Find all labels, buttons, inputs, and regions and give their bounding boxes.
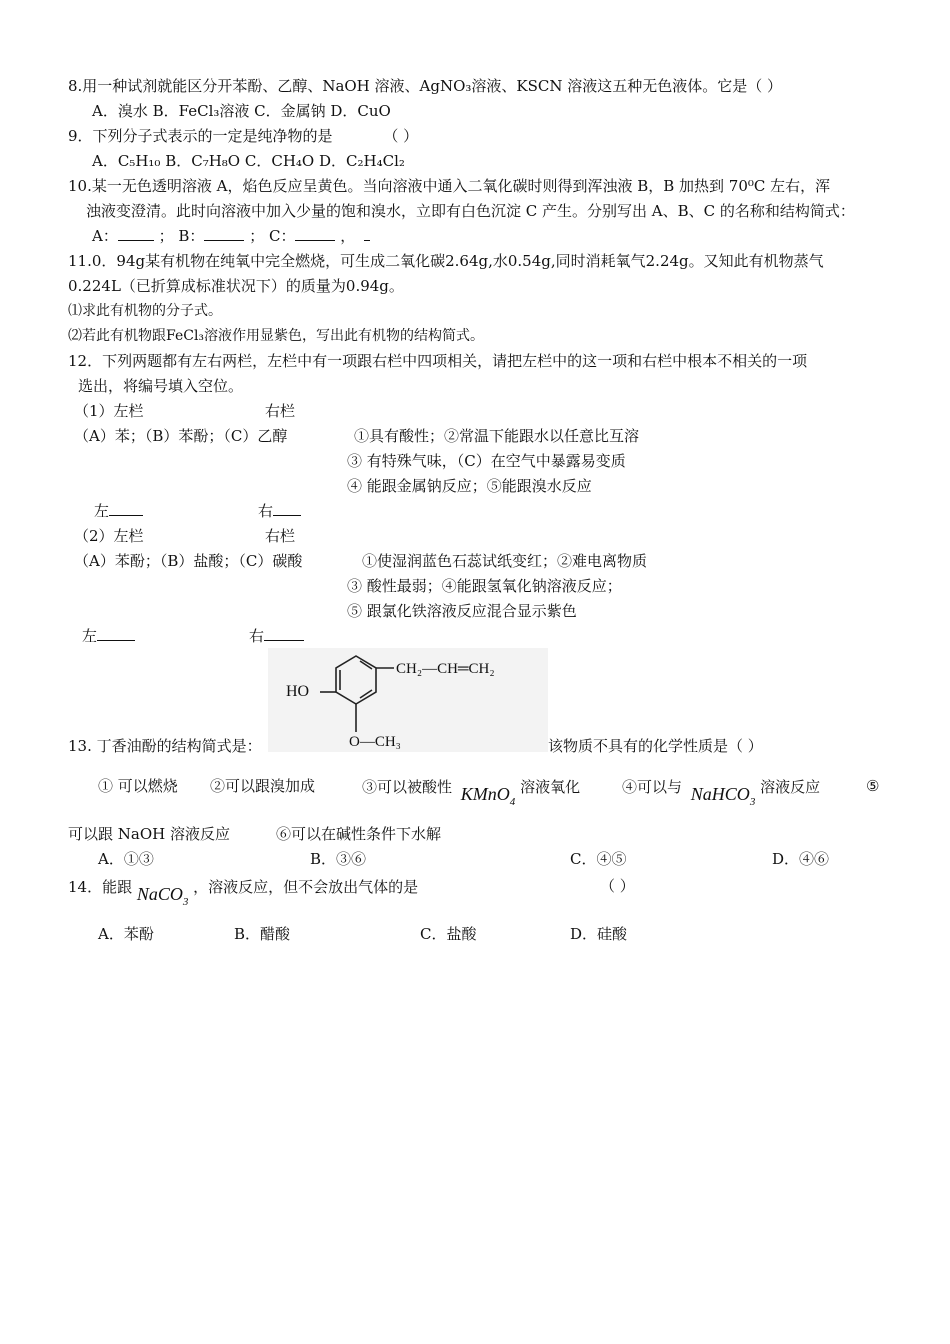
q13-option-5: 可以跟 NaOH 溶液反应 [68,825,230,843]
q13-choice-b: B．③⑥ [310,850,367,868]
q13-option-3 [362,776,581,808]
nahco3-sub: 3 [749,796,756,808]
q13-option-2: ②可以跟溴加成 [210,777,316,795]
naco3-main: NaCO [136,884,183,904]
q12-p1-left-label: 左 [94,502,110,520]
q12-p1-answer-left [94,501,143,521]
q10-blank-extra[interactable] [364,226,370,241]
q8-stem: 8.用一种试剂就能区分开苯酚、乙醇、NaOH 溶液、AgNO₃溶液、KSCN 溶液这五种无色液体。它是（ ） [68,77,783,95]
q12-line1: 12．下列两题都有左右两栏，左栏中有一项跟右栏中四项相关，请把左栏中的这一项和右栏中根本不相关的一项 [68,352,808,370]
q12-p2-right-row3: ⑤ 跟氯化铁溶液反应混合显示紫色 [347,602,577,620]
q12-p1-right-row3: ④ 能跟金属钠反应；⑤能跟溴水反应 [347,477,592,495]
q11-sub1: ⑴求此有机物的分子式。 [68,303,222,319]
kmno4-formula [460,784,516,808]
q10-label-c: ； C： [249,227,296,245]
q12-p2-right-label: 右 [249,627,265,645]
eugenol-structure-image [268,648,548,752]
allyl-chain-label: CH₂—CH═CH₂ [396,661,495,677]
q12-p1-left-heading: （1）左栏 [74,402,144,420]
q14-choice-a: A．苯酚 [98,925,154,943]
q13-stem: 13. 丁香油酚的结构简式是： [68,737,262,755]
q12-p2-answer-left [82,626,135,646]
nahco3-formula [690,784,756,808]
q11-line2: 0.224L（已折算成标准状况下）的质量为0.94g。 [68,277,404,295]
q12-p1-right-heading: 右栏 [265,402,296,420]
q14-stem [68,876,419,908]
q12-p2-left-label: 左 [82,627,98,645]
q11-sub2: ⑵若此有机物跟FeCl₃溶液作用显紫色，写出此有机物的结构简式。 [68,328,485,344]
q9-stem [68,126,418,146]
q14-choice-b: B．醋酸 [234,925,291,943]
q9-options: A．C₅H₁₀ B．C₇H₈O C．CH₄O D．C₂H₄Cl₂ [92,152,405,170]
eugenol-structure-drawing [268,648,548,752]
nahco3-main: NaHCO [690,784,750,804]
q8-options: A．溴水 B．FeCl₃溶液 C．金属钠 D．CuO [92,102,391,120]
q14-choice-c: C．盐酸 [420,925,477,943]
q10-answer-line [92,226,370,246]
q12-p1-right-row2: ③ 有特殊气味，（C）在空气中暴露易变质 [347,452,626,470]
ho-group-label: HO [286,683,310,700]
q12-p2-right-heading: 右栏 [265,527,296,545]
q14-stem-text: 14．能跟 [68,878,133,896]
kmno4-sub: 4 [509,796,516,808]
q13-option-3-text: ③可以被酸性 [362,778,453,796]
q10-end-mark: ， [340,227,356,245]
q11-line1: 11.0．94g某有机物在纯氧中完全燃烧，可生成二氧化碳2.64g,水0.54g,同时消耗氧气2.24g。又知此有机物蒸气 [68,252,824,270]
q13-option-4-tail: 溶液反应 [760,778,821,796]
q12-line2: 选出，将编号填入空位。 [78,377,244,395]
q10-blank-c[interactable] [295,226,335,241]
q12-p2-right-row2: ③ 酸性最弱；④能跟氢氧化钠溶液反应； [347,577,622,595]
q10-blank-b[interactable] [204,226,244,241]
q12-p1-left-items: （A）苯；（B）苯酚；（C）乙醇 [74,427,288,445]
q13-option-6: ⑥可以在碱性条件下水解 [276,825,442,843]
methoxy-group-label: O—CH₃ [349,734,401,750]
q12-p1-blank-right[interactable] [273,501,301,516]
q10-blank-a[interactable] [118,226,154,241]
q12-p1-blank-left[interactable] [109,501,143,516]
q14-answer-paren: （ ） [600,877,635,895]
q13-option-3-tail: 溶液氧化 [520,778,581,796]
kmno4-main: KMnO [460,784,510,804]
q9-stem-text: 9．下列分子式表示的一定是纯净物的是 [68,127,333,145]
q12-p2-blank-left[interactable] [97,626,135,641]
q14-choice-d: D．硅酸 [570,925,628,943]
q12-p1-answer-right [258,501,301,521]
q10-line2: 浊液变澄清。此时向溶液中加入少量的饱和溴水，立即有白色沉淀 C 产生。分别写出 A、B、C 的名称和结构简式： [86,202,855,220]
q12-p1-right-label: 右 [258,502,274,520]
q13-option-1: ① 可以燃烧 [98,777,178,795]
q13-choice-c: C．④⑤ [570,850,627,868]
naco3-sub: 3 [182,896,189,908]
q10-line1: 10.某一无色透明溶液 A，焰色反应呈黄色。当向溶液中通入二氧化碳时则得到浑浊液 B，B 加热到 70⁰C 左右，浑 [68,177,831,195]
benzene-ring [336,656,376,704]
q10-label-b: ； B： [158,227,205,245]
q13-option-5-mark: ⑤ [866,777,880,795]
q13-stem-tail: 该物质不具有的化学性质是（ ） [548,737,763,755]
q9-answer-paren: （ ） [383,127,419,145]
q12-p1-right-row1: ①具有酸性；②常温下能跟水以任意比互溶 [354,427,640,445]
q14-stem-tail: ，溶液反应，但不会放出气体的是 [193,878,419,896]
q12-p2-left-items: （A）苯酚；（B）盐酸；（C）碳酸 [74,552,303,570]
q13-option-4 [622,776,821,808]
q10-label-a: A： [92,227,118,245]
q12-p2-blank-right[interactable] [264,626,304,641]
q12-p2-left-heading: （2）左栏 [74,527,144,545]
naco3-formula [136,884,189,908]
q13-option-4-text: ④可以与 [622,778,683,796]
q13-choice-a: A．①③ [98,850,154,868]
q12-p2-answer-right [249,626,304,646]
q13-choice-d: D．④⑥ [772,850,830,868]
q12-p2-right-row1: ①使湿润蓝色石蕊试纸变红；②难电离物质 [362,552,648,570]
